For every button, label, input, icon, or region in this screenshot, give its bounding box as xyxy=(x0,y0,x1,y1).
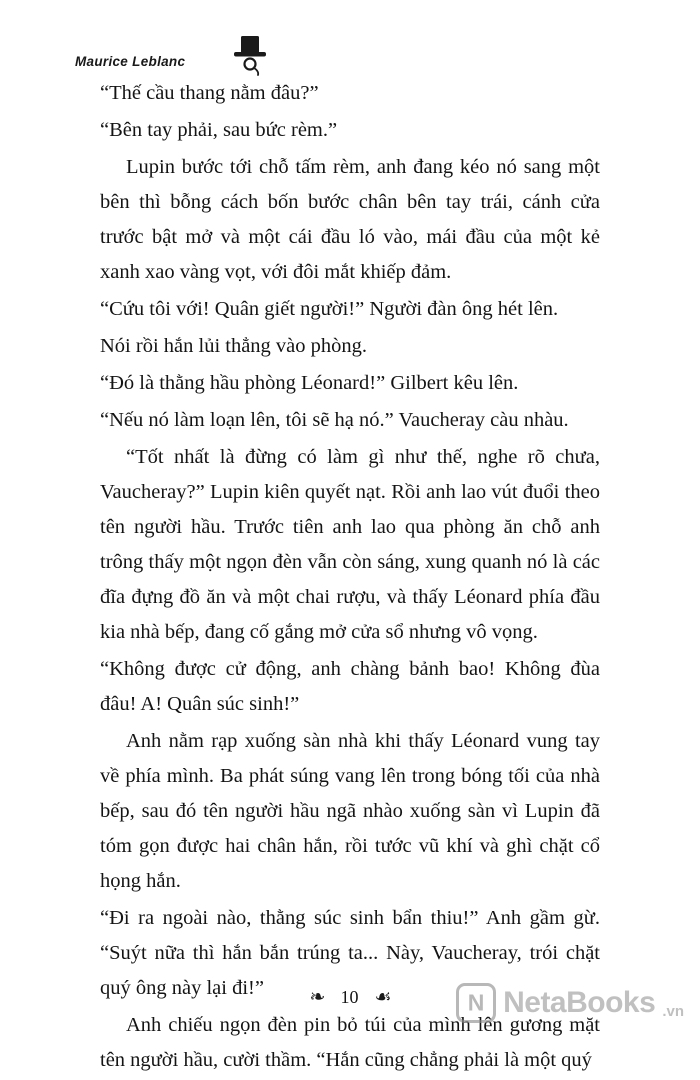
paragraph: Anh chiếu ngọn đèn pin bỏ túi của mình lên gương mặt tên người hầu, cười thầm. “Hắn cũng chẳng phải là một quý xyxy=(100,1014,600,1071)
author-name: Maurice Leblanc xyxy=(75,54,186,69)
paragraph: Anh nằm rạp xuống sàn nhà khi thấy Léonard vung tay về phía mình. Ba phát súng vang lên trong bóng tối của nhà bếp, sau đó tên người hầu ngã nhào xuống sàn vì Lupin đã tóm gọn được hai chân hắn, rồi tước vũ khí và ghì chặt cổ họng hắn. xyxy=(100,730,600,892)
netabooks-logo-icon xyxy=(456,983,496,1023)
paragraph: “Thế cầu thang nằm đâu?” xyxy=(100,82,319,104)
paragraph: “Tốt nhất là đừng có làm gì như thế, nghe rõ chưa, Vaucheray?” Lupin kiên quyết nạt. Rồi anh lao vút đuổi theo tên người hầu. Trước tiên anh lao qua phòng ăn chỗ anh trông thấy một ngọn đèn vẫn còn sáng, xung quanh nó là các đĩa đựng đồ ăn và một chai rượu, và thấy Léonard phía đầu kia nhà bếp, đang cố gắng mở cửa sổ nhưng vô vọng. xyxy=(100,446,600,643)
page-body xyxy=(100,76,600,1080)
paragraph: “Đi ra ngoài nào, thằng súc sinh bẩn thiu!” Anh gầm gừ. “Suýt nữa thì hắn bắn trúng ta... Này, Vaucheray, trói chặt quý ông này lại đi!” xyxy=(100,907,600,999)
paragraph: “Đó là thằng hầu phòng Léonard!” Gilbert kêu lên. xyxy=(100,372,519,394)
paragraph: “Nếu nó làm loạn lên, tôi sẽ hạ nó.” Vaucheray càu nhàu. xyxy=(100,409,569,431)
logo-letter: N xyxy=(467,989,485,1016)
page-footer xyxy=(0,987,700,1037)
watermark-brand: NetaBooks xyxy=(503,986,656,1019)
ornament-left-icon: ❧ xyxy=(309,987,325,1008)
top-hat-and-monocle-icon xyxy=(228,32,272,76)
watermark-tld: .vn xyxy=(662,1003,684,1020)
page-number: 10 xyxy=(340,987,359,1007)
paragraph: “Bên tay phải, sau bức rèm.” xyxy=(100,119,338,141)
paragraph: “Cứu tôi với! Quân giết người!” Người đàn ông hét lên. xyxy=(100,298,559,320)
page-header xyxy=(0,18,700,72)
paragraph: Lupin bước tới chỗ tấm rèm, anh đang kéo nó sang một bên thì bỗng cách bốn bước chân bên tay trái, cánh cửa trước bật mở và một cái đầu ló vào, mái đầu của một kẻ xanh xao vàng vọt, với đôi mắt khiếp đảm. xyxy=(100,156,600,283)
watermark xyxy=(456,983,684,1023)
paragraph: Nói rồi hắn lủi thẳng vào phòng. xyxy=(100,335,368,357)
ornament-right-icon: ☙ xyxy=(374,987,391,1008)
paragraph: “Không được cử động, anh chàng bảnh bao! Không đùa đâu! A! Quân súc sinh!” xyxy=(100,658,600,715)
